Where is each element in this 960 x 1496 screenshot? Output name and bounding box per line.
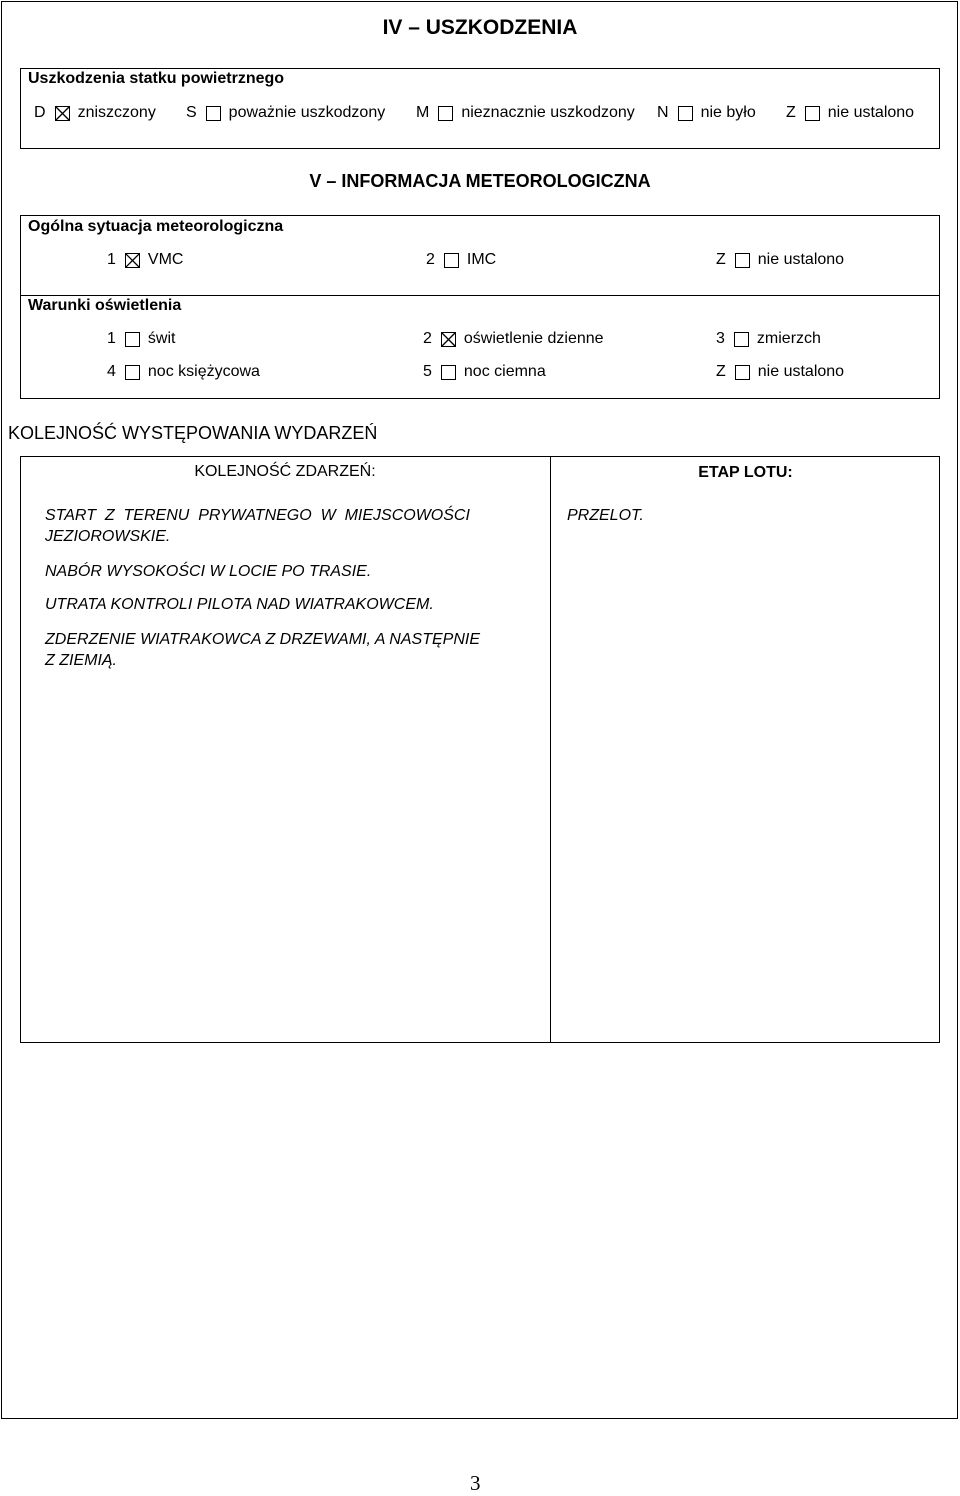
checkbox-icon[interactable] xyxy=(125,365,140,380)
light-option-3[interactable] xyxy=(716,330,821,348)
event-item xyxy=(45,561,550,582)
damage-option-z[interactable] xyxy=(786,104,914,122)
option-code: 1 xyxy=(107,251,116,268)
damage-option-d[interactable] xyxy=(34,104,156,122)
option-label: poważnie uszkodzony xyxy=(228,104,386,121)
option-label: VMC xyxy=(147,251,184,268)
option-code: 3 xyxy=(716,330,725,347)
checkbox-icon[interactable] xyxy=(734,332,749,347)
column-divider xyxy=(550,456,551,1043)
checkbox-icon[interactable] xyxy=(444,253,459,268)
checkbox-checked-icon[interactable] xyxy=(125,253,140,268)
damage-label: Uszkodzenia statku powietrznego xyxy=(28,70,285,87)
checkbox-icon[interactable] xyxy=(441,365,456,380)
option-code: M xyxy=(416,104,430,121)
page-number: 3 xyxy=(470,1471,481,1495)
option-code: S xyxy=(186,104,197,121)
damage-option-s[interactable] xyxy=(186,104,385,122)
section-5-title: V – INFORMACJA METEOROLOGICZNA xyxy=(309,171,651,191)
light-option-5[interactable] xyxy=(423,363,546,381)
checkbox-icon[interactable] xyxy=(735,253,750,268)
event-item xyxy=(45,505,550,547)
column-header-phase: ETAP LOTU: xyxy=(698,464,793,481)
general-option-z[interactable] xyxy=(716,251,844,269)
option-code: 1 xyxy=(107,330,116,347)
event-line: ZDERZENIE WIATRAKOWCA Z DRZEWAMI, A NASTĘPNIE xyxy=(45,631,480,648)
lighting-label: Warunki oświetlenia xyxy=(28,297,182,314)
option-code: Z xyxy=(786,104,796,121)
column-header-events: KOLEJNOŚĆ ZDARZEŃ: xyxy=(194,463,376,480)
divider xyxy=(20,295,940,296)
option-label: IMC xyxy=(466,251,497,268)
damage-option-n[interactable] xyxy=(657,104,756,122)
light-option-2[interactable] xyxy=(423,330,604,348)
option-label: noc ciemna xyxy=(463,363,546,380)
event-line: JEZIOROWSKIE. xyxy=(45,528,171,545)
option-code: 2 xyxy=(426,251,435,268)
damage-option-m[interactable] xyxy=(416,104,635,122)
option-label: noc księżycowa xyxy=(147,363,260,380)
light-option-1[interactable] xyxy=(107,330,175,348)
option-label: nieznacznie uszkodzony xyxy=(461,104,635,121)
event-line: NABÓR WYSOKOŚCI W LOCIE PO TRASIE. xyxy=(45,563,372,580)
option-code: 2 xyxy=(423,330,432,347)
option-code: N xyxy=(657,104,669,121)
checkbox-icon[interactable] xyxy=(805,106,820,121)
option-code: 5 xyxy=(423,363,432,380)
option-code: Z xyxy=(716,363,726,380)
option-label: nie ustalono xyxy=(757,251,845,268)
checkbox-icon[interactable] xyxy=(206,106,221,121)
flight-phase-value: PRZELOT. xyxy=(567,507,644,524)
general-option-1[interactable] xyxy=(107,251,183,269)
event-line: Z ZIEMIĄ. xyxy=(45,652,117,669)
option-label: zniszczony xyxy=(77,104,156,121)
option-label: zmierzch xyxy=(756,330,821,347)
option-code: D xyxy=(34,104,46,121)
checkbox-checked-icon[interactable] xyxy=(55,106,70,121)
option-label: nie było xyxy=(700,104,756,121)
checkbox-icon[interactable] xyxy=(438,106,453,121)
checkbox-icon[interactable] xyxy=(735,365,750,380)
option-label: nie ustalono xyxy=(827,104,915,121)
event-item xyxy=(45,629,550,671)
option-label: oświetlenie dzienne xyxy=(463,330,604,347)
option-code: 4 xyxy=(107,363,116,380)
sequence-title: KOLEJNOŚĆ WYSTĘPOWANIA WYDARZEŃ xyxy=(8,423,378,443)
option-label: świt xyxy=(147,330,176,347)
event-line: UTRATA KONTROLI PILOTA NAD WIATRAKOWCEM. xyxy=(45,596,434,613)
checkbox-icon[interactable] xyxy=(678,106,693,121)
general-situation-label: Ogólna sytuacja meteorologiczna xyxy=(28,218,284,235)
checkbox-checked-icon[interactable] xyxy=(441,332,456,347)
checkbox-icon[interactable] xyxy=(125,332,140,347)
general-option-2[interactable] xyxy=(426,251,496,269)
event-line: START Z TERENU PRYWATNEGO W MIEJSCOWOŚCI xyxy=(45,507,470,524)
event-item xyxy=(45,594,550,615)
section-4-title: IV – USZKODZENIA xyxy=(382,16,578,39)
option-label: nie ustalono xyxy=(757,363,845,380)
light-option-4[interactable] xyxy=(107,363,260,381)
light-option-z[interactable] xyxy=(716,363,844,381)
option-code: Z xyxy=(716,251,726,268)
